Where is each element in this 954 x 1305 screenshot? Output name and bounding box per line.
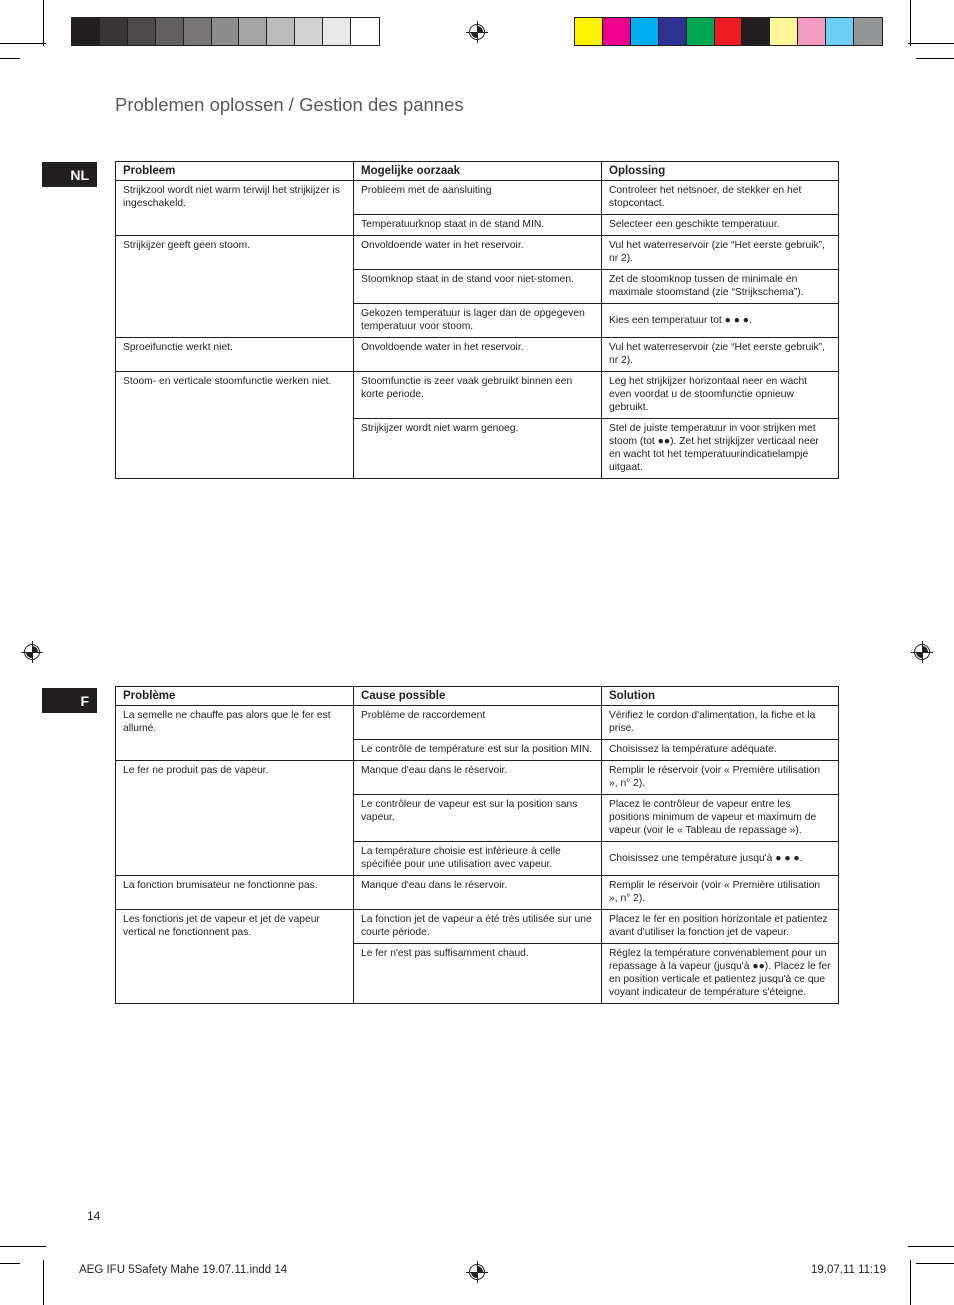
crop-mark bbox=[0, 1246, 46, 1247]
cause-cell: Probleem met de aansluiting bbox=[354, 181, 602, 215]
column-header-cause: Cause possible bbox=[354, 687, 602, 706]
solution-cell: Controleer het netsnoer, de stekker en het stopcontact. bbox=[602, 181, 839, 215]
solution-cell: Leg het strijkijzer horizontaal neer en wacht even voordat u de stoomfunctie opnieuw gebruikt. bbox=[602, 372, 839, 419]
table-row bbox=[116, 761, 839, 795]
cause-cell: Temperatuurknop staat in de stand MIN. bbox=[354, 215, 602, 236]
cause-cell: Manque d'eau dans le réservoir. bbox=[354, 761, 602, 795]
solution-cell: Vul het waterreservoir (zie “Het eerste gebruik”, nr 2). bbox=[602, 236, 839, 270]
crop-mark bbox=[910, 1260, 911, 1305]
table-row bbox=[116, 876, 839, 910]
registration-mark-icon bbox=[21, 641, 43, 663]
gray-swatch bbox=[100, 18, 128, 45]
registration-mark-icon bbox=[466, 21, 488, 43]
table-header-row bbox=[116, 162, 839, 181]
solution-cell: Vérifiez le cordon d'alimentation, la fiche et la prise. bbox=[602, 706, 839, 740]
table-row bbox=[116, 372, 839, 419]
table-header-row bbox=[116, 687, 839, 706]
crop-mark bbox=[0, 43, 46, 44]
cause-cell: Stoomknop staat in de stand voor niet-stomen. bbox=[354, 270, 602, 304]
gray-swatch bbox=[156, 18, 184, 45]
solution-cell: Kies een temperatuur tot ● ● ●. bbox=[602, 304, 839, 338]
problem-cell: Les fonctions jet de vapeur et jet de vapeur vertical ne fonctionnent pas. bbox=[116, 910, 354, 1004]
gray-swatch bbox=[351, 18, 379, 45]
cause-cell: Gekozen temperatuur is lager dan de opgegeven temperatuur voor stoom. bbox=[354, 304, 602, 338]
language-tab-f: F bbox=[42, 688, 97, 713]
gray-swatch bbox=[184, 18, 212, 45]
problem-cell: Stoom- en verticale stoomfunctie werken niet. bbox=[116, 372, 354, 479]
table-row bbox=[116, 910, 839, 944]
crop-mark bbox=[910, 0, 911, 46]
page-number: 14 bbox=[87, 1209, 101, 1223]
crop-mark bbox=[0, 58, 20, 59]
solution-cell: Placez le fer en position horizontale et patientez avant d'utiliser la fonction jet de vapeur. bbox=[602, 910, 839, 944]
crop-mark bbox=[916, 1263, 954, 1264]
solution-cell: Selecteer een geschikte temperatuur. bbox=[602, 215, 839, 236]
solution-cell: Remplir le réservoir (voir « Première utilisation », n° 2). bbox=[602, 876, 839, 910]
color-swatch bbox=[742, 18, 770, 45]
column-header-solution: Solution bbox=[602, 687, 839, 706]
table-row bbox=[116, 706, 839, 740]
column-header-problem: Problème bbox=[116, 687, 354, 706]
process-color-bar bbox=[574, 17, 883, 46]
color-swatch bbox=[854, 18, 882, 45]
language-tab-nl: NL bbox=[42, 162, 97, 187]
cause-cell: Le contrôle de température est sur la position MIN. bbox=[354, 740, 602, 761]
page-title: Problemen oplossen / Gestion des pannes bbox=[115, 94, 464, 115]
table-row bbox=[116, 338, 839, 372]
registration-mark-icon bbox=[466, 1261, 488, 1283]
problem-cell: La fonction brumisateur ne fonctionne pas. bbox=[116, 876, 354, 910]
cause-cell: Strijkijzer wordt niet warm genoeg. bbox=[354, 419, 602, 479]
table-row bbox=[116, 236, 839, 270]
crop-mark bbox=[916, 58, 954, 59]
column-header-solution: Oplossing bbox=[602, 162, 839, 181]
color-swatch bbox=[687, 18, 715, 45]
solution-cell: Choisissez la température adéquate. bbox=[602, 740, 839, 761]
gray-swatch bbox=[72, 18, 100, 45]
color-swatch bbox=[631, 18, 659, 45]
cause-cell: Stoomfunctie is zeer vaak gebruikt binnen een korte periode. bbox=[354, 372, 602, 419]
color-swatch bbox=[826, 18, 854, 45]
color-swatch bbox=[659, 18, 687, 45]
gray-swatch bbox=[239, 18, 267, 45]
registration-mark-icon bbox=[911, 641, 933, 663]
gray-swatch bbox=[212, 18, 240, 45]
troubleshooting-table-fr bbox=[115, 686, 839, 1004]
crop-mark bbox=[908, 43, 954, 44]
color-swatch bbox=[798, 18, 826, 45]
gray-swatch bbox=[267, 18, 295, 45]
grayscale-color-bar bbox=[71, 17, 380, 46]
problem-cell: Sproeifunctie werkt niet. bbox=[116, 338, 354, 372]
color-swatch bbox=[715, 18, 743, 45]
crop-mark bbox=[0, 1263, 20, 1264]
solution-cell: Placez le contrôleur de vapeur entre les positions minimum de vapeur et maximum de vapeur (voir le « Tableau de repassage »). bbox=[602, 795, 839, 842]
troubleshooting-table-nl bbox=[115, 161, 839, 479]
problem-cell: La semelle ne chauffe pas alors que le fer est allumé. bbox=[116, 706, 354, 761]
cause-cell: La fonction jet de vapeur a été très utilisée sur une courte période. bbox=[354, 910, 602, 944]
column-header-problem: Probleem bbox=[116, 162, 354, 181]
cause-cell: Manque d'eau dans le réservoir. bbox=[354, 876, 602, 910]
column-header-cause: Mogelijke oorzaak bbox=[354, 162, 602, 181]
cause-cell: Onvoldoende water in het reservoir. bbox=[354, 338, 602, 372]
solution-cell: Stel de juiste temperatuur in voor strijken met stoom (tot ●●). Zet het strijkijzer verticaal neer en wacht tot het temperatuurindicatielampje uitgaat. bbox=[602, 419, 839, 479]
gray-swatch bbox=[295, 18, 323, 45]
table-row bbox=[116, 181, 839, 215]
cause-cell: La température choisie est inférieure à celle spécifiée pour une utilisation avec vapeur. bbox=[354, 842, 602, 876]
color-swatch bbox=[575, 18, 603, 45]
footer-file-info: AEG IFU 5Safety Mahe 19.07.11.indd 14 bbox=[79, 1264, 288, 1276]
solution-cell: Réglez la température convenablement pour un repassage à la vapeur (jusqu'à ●●). Placez le fer en position verticale et patientez jusqu'à ce que voyant indicateur de température s'éteigne. bbox=[602, 944, 839, 1004]
crop-mark bbox=[908, 1246, 954, 1247]
cause-cell: Problème de raccordement bbox=[354, 706, 602, 740]
gray-swatch bbox=[128, 18, 156, 45]
color-swatch bbox=[770, 18, 798, 45]
crop-mark bbox=[43, 0, 44, 46]
solution-cell: Choisissez une température jusqu'à ● ● ●. bbox=[602, 842, 839, 876]
solution-cell: Remplir le réservoir (voir « Première utilisation », n° 2). bbox=[602, 761, 839, 795]
cause-cell: Le contrôleur de vapeur est sur la position sans vapeur. bbox=[354, 795, 602, 842]
solution-cell: Zet de stoomknop tussen de minimale en maximale stoomstand (zie “Strijkschema”). bbox=[602, 270, 839, 304]
crop-mark bbox=[43, 1260, 44, 1305]
problem-cell: Le fer ne produit pas de vapeur. bbox=[116, 761, 354, 876]
solution-cell: Vul het waterreservoir (zie “Het eerste gebruik”, nr 2). bbox=[602, 338, 839, 372]
footer-date-time: 19.07.11 11:19 bbox=[810, 1264, 886, 1276]
problem-cell: Strijkijzer geeft geen stoom. bbox=[116, 236, 354, 338]
gray-swatch bbox=[323, 18, 351, 45]
cause-cell: Onvoldoende water in het reservoir. bbox=[354, 236, 602, 270]
problem-cell: Strijkzool wordt niet warm terwijl het strijkijzer is ingeschakeld. bbox=[116, 181, 354, 236]
color-swatch bbox=[603, 18, 631, 45]
cause-cell: Le fer n'est pas suffisamment chaud. bbox=[354, 944, 602, 1004]
